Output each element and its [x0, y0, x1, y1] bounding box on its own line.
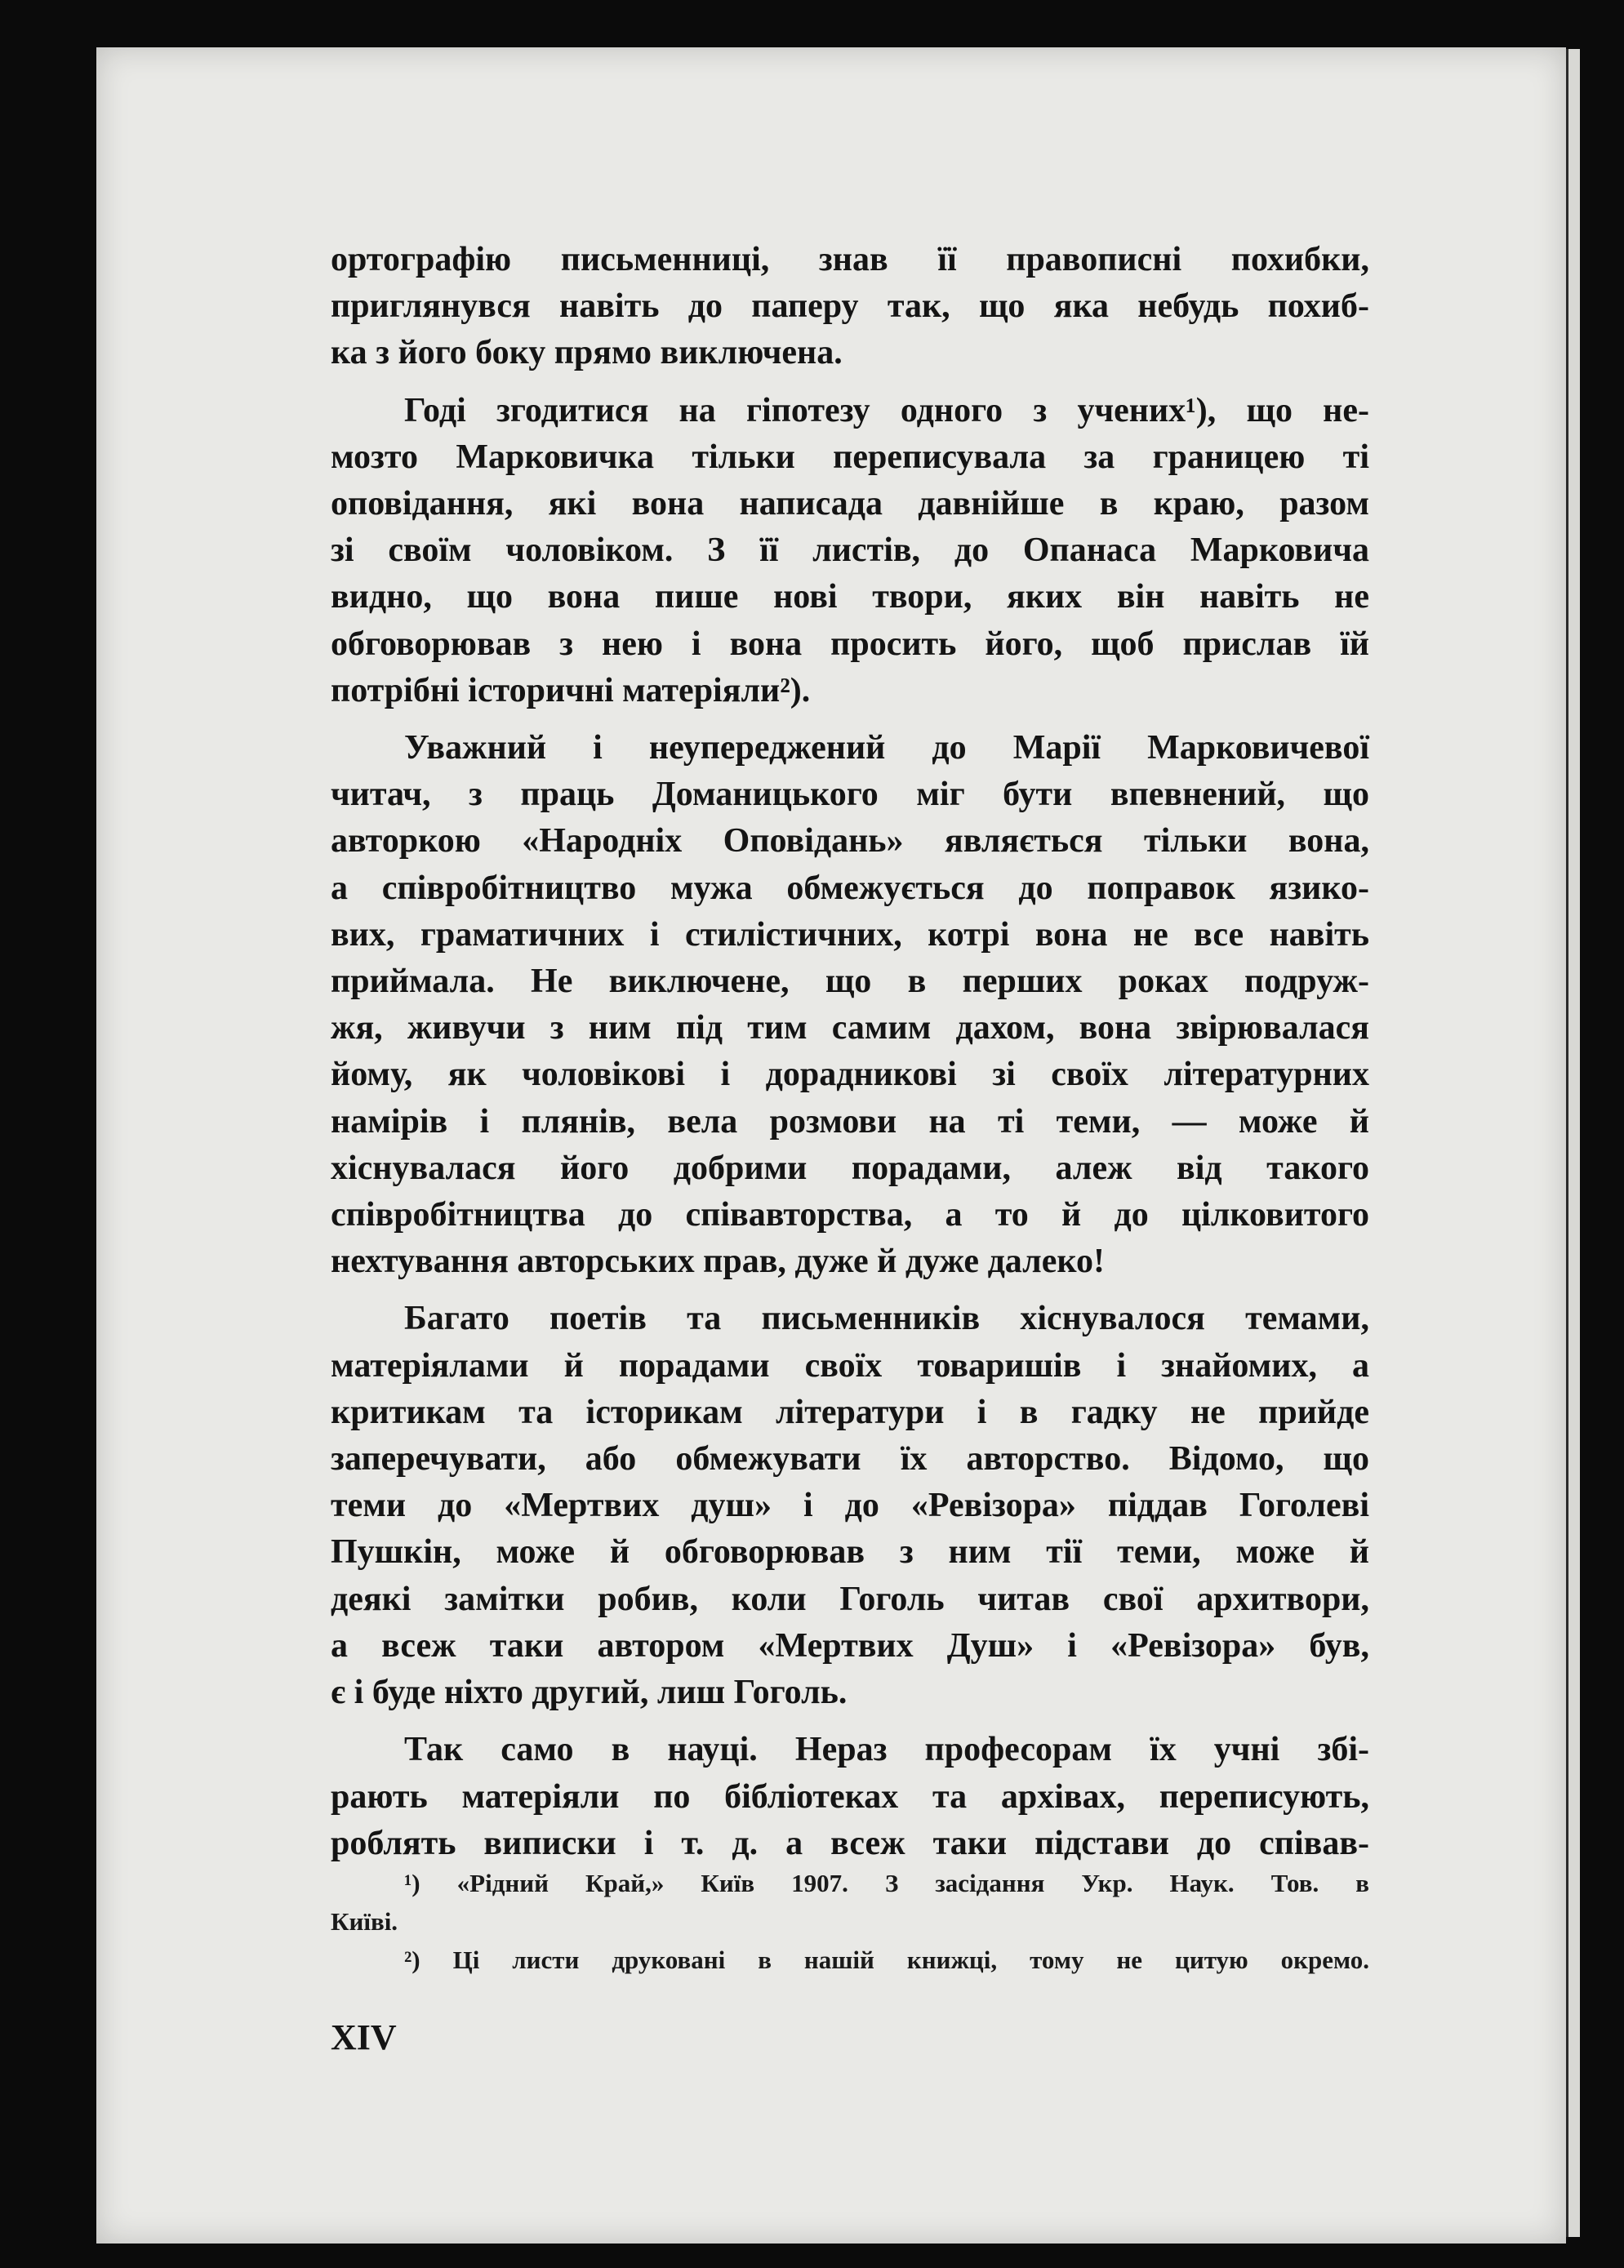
body-text [331, 237, 1369, 1867]
footnote-line: ²) Ці листи друковані в нашій книжці, тому не цитую окремо. [404, 1946, 1369, 1974]
text-line: Багато поетів та письменників хіснувалося темами, [404, 1300, 1369, 1338]
text-line: деякі замітки робив, коли Гоголь читав свої архитвори, [331, 1580, 1369, 1618]
paragraph-5 [331, 1727, 1369, 1867]
paragraph-4 [331, 1296, 1369, 1716]
text-line: Годі згодитися на гіпотезу одного з учених¹), що не- [404, 391, 1369, 429]
text-line: є і буде ніхто другий, лиш Гоголь. [331, 1674, 848, 1712]
paragraph-3 [331, 725, 1369, 1285]
footnote-line: Київі. [331, 1907, 398, 1936]
text-line: намірів і плянів, вела розмови на ті теми, — може й [331, 1102, 1369, 1141]
text-line: жя, живучи з ним під тим самим дахом, вона звірювалася [331, 1009, 1369, 1047]
text-line: а всеж таки автором «Мертвих Душ» і «Ревізора» був, [331, 1626, 1369, 1665]
footnote-2 [331, 1941, 1369, 1979]
text-line: приглянувся навіть до паперу так, що яка небудь похиб- [331, 287, 1369, 326]
text-line: Пушкін, може й обговорював з ним тії теми, може й [331, 1533, 1369, 1572]
text-line: рають матеріяли по бібліотеках та архівах, переписують, [331, 1777, 1369, 1816]
text-line: потрібні історичні матеріяли²). [331, 671, 811, 709]
text-line: оповідання, які вона написада давнійше в краю, разом [331, 485, 1369, 523]
paragraph-1 [331, 237, 1369, 377]
paragraph-2 [331, 388, 1369, 714]
footnote-1 [331, 1864, 1369, 1941]
text-line: критикам та історикам літератури і в гадку не прийде [331, 1393, 1369, 1431]
text-line: обговорював з нею і вона просить його, щоб прислав їй [331, 625, 1369, 663]
text-line: ортографію письменниці, знав її правописні похибки, [331, 241, 1369, 278]
text-line: зі своїм чоловіком. З її листів, до Опанаса Марковича [331, 531, 1369, 570]
text-line: видно, що вона пише нові твори, яких він навіть не [331, 578, 1369, 616]
text-line: авторкою «Народніх Оповідань» являється тільки вона, [331, 822, 1369, 861]
page-edge [1566, 49, 1580, 2237]
text-line: роблять виписки і т. д. а всеж таки підстави до співав- [331, 1824, 1369, 1862]
text-line: співробітництва до співавторства, а то й до цілковитого [331, 1196, 1369, 1234]
footnotes [331, 1864, 1369, 1979]
text-line: ка з його боку прямо виключена. [331, 334, 843, 372]
text-line: мозто Марковичка тільки переписувала за границею ті [331, 438, 1369, 476]
footnote-line: ¹) «Рідний Край,» Київ 1907. З засідання Укр. Наук. Тов. в [404, 1869, 1369, 1897]
page-number: XIV [331, 2017, 397, 2057]
text-line: нехтування авторських прав, дуже й дуже далеко! [331, 1243, 1106, 1281]
text-line: Так само в науці. Нераз професорам їх учні збі- [404, 1731, 1369, 1769]
text-line: хіснувалася його добрими порадами, алеж від такого [331, 1149, 1369, 1187]
text-line: матеріялами й порадами своїх товаришів і знайомих, а [331, 1346, 1369, 1385]
text-line: йому, як чоловікові і дорадникові зі своїх літературних [331, 1056, 1369, 1094]
text-line: Уважний і неупереджений до Марії Марковичевої [404, 729, 1369, 767]
text-line: приймала. Не виключене, що в перших роках подруж- [331, 963, 1369, 1001]
text-line: теми до «Мертвих душ» і до «Ревізора» піддав Гоголеві [331, 1487, 1369, 1525]
text-line: вих, граматичних і стилістичних, котрі вона не все навіть [331, 915, 1369, 954]
text-line: заперечувати, або обмежувати їх авторство. Відомо, що [331, 1440, 1369, 1479]
text-line: а співробітництво мужа обмежується до поправок язико- [331, 869, 1369, 907]
text-line: читач, з праць Доманицького міг бути впевнений, що [331, 776, 1369, 814]
